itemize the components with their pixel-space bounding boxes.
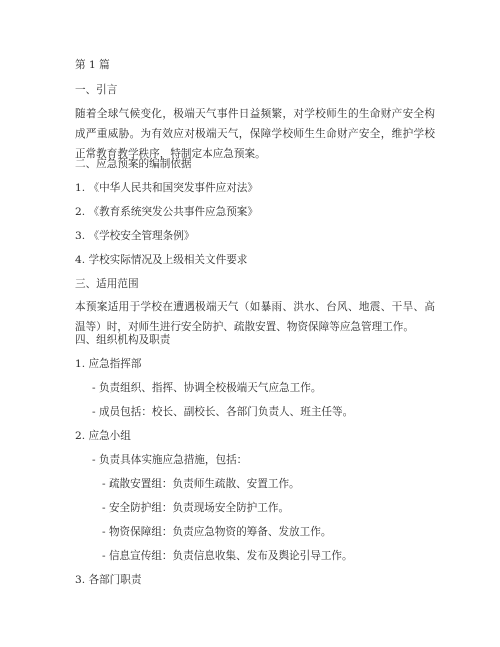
basis-item: 4. 学校实际情况及上级相关文件要求: [75, 254, 248, 266]
section-heading-basis: 二、应急预案的编制依据: [75, 158, 192, 170]
section-heading-organization: 四、组织机构及职责: [75, 334, 171, 346]
team-bullet: - 负责具体实施应急措施，包括：: [92, 454, 248, 466]
basis-item: 2. 《教育系统突发公共事件应急预案》: [75, 206, 258, 218]
section-heading-scope: 三、适用范围: [75, 278, 139, 290]
section-heading-intro: 一、引言: [75, 84, 118, 96]
command-bullet: - 成员包括：校长、副校长、各部门负责人、班主任等。: [92, 406, 354, 418]
team-subitem: - 疏散安置组：负责师生疏散、安置工作。: [102, 478, 300, 490]
command-bullet: - 负责组织、指挥、协调全校极端天气应急工作。: [92, 382, 322, 394]
scope-paragraph: 本预案适用于学校在遭遇极端天气（如暴雨、洪水、台风、地震、干旱、高温等）时，对师生进行安全防护、疏散安置、物资保障等应急管理工作。: [75, 301, 435, 333]
team-subitem: - 物资保障组：负责应急物资的筹备、发放工作。: [102, 526, 332, 538]
intro-paragraph: 随着全球气候变化，极端天气事件日益频繁，对学校师生的生命财产安全构成严重威胁。为有效应对极端天气，保障学校师生生命财产安全，维护学校正常教育教学秩序，特制定本应急预案。: [75, 108, 435, 160]
departments-title: 3. 各部门职责: [75, 574, 142, 586]
command-title: 1. 应急指挥部: [75, 358, 142, 370]
basis-item: 3. 《学校安全管理条例》: [75, 230, 195, 242]
team-subitem: - 信息宣传组：负责信息收集、发布及舆论引导工作。: [102, 550, 353, 562]
team-subitem: - 安全防护组：负责现场安全防护工作。: [102, 502, 290, 514]
basis-item: 1. 《中华人民共和国突发事件应对法》: [75, 182, 258, 194]
team-title: 2. 应急小组: [75, 430, 131, 442]
chapter-title: 第 1 篇: [75, 59, 110, 71]
